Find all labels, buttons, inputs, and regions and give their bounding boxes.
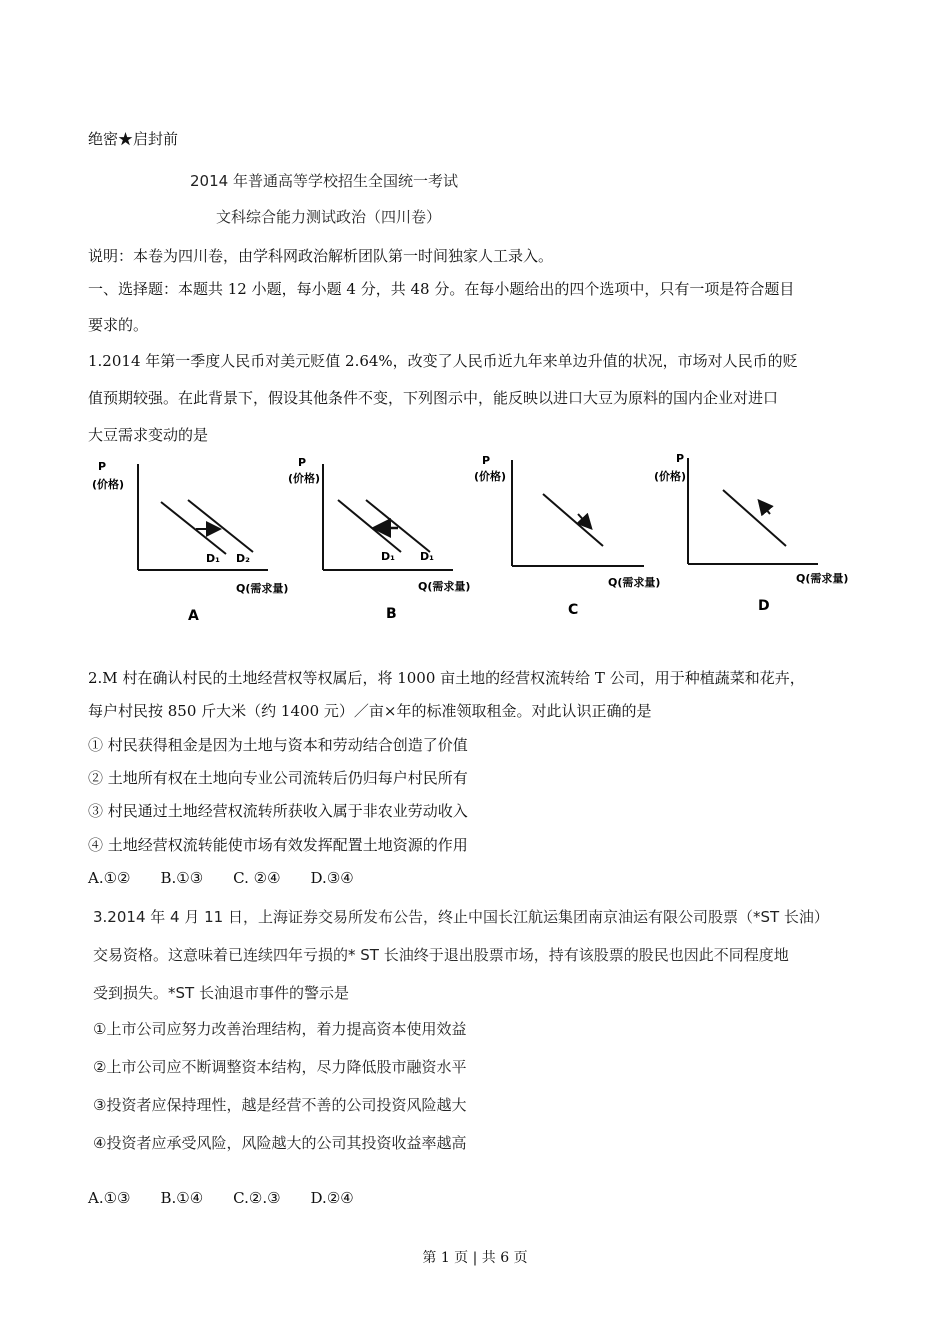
q2-stem: 每户村民按 850 斤大米（约 1400 元）／亩×年的标准领取租金。对此认识正确的是 (88, 702, 652, 720)
graph-b-q-label: Q(需求量) (418, 580, 471, 593)
graph-c-q-label: Q(需求量) (608, 576, 661, 589)
q1-stem: 1.2014 年第一季度人民币对美元贬值 2.64%，改变了人民币近九年来单边升值的状况，市场对人民币的贬 (88, 352, 798, 370)
graph-b-letter: B (386, 606, 397, 622)
q2-answers: A.①② B.①③ C. ②④ D.③④ (88, 869, 354, 887)
exam-title: 2014 年普通高等学校招生全国统一考试 (190, 172, 458, 190)
graph-d-q-label: Q(需求量) (796, 572, 849, 585)
q3-stem: 3.2014 年 4 月 11 日，上海证券交易所发布公告，终止中国长江航运集团南京油运有限公司股票（*ST 长油） (93, 908, 829, 926)
graph-c-price-label: (价格) (474, 470, 507, 483)
graph-b-d1b-label: D₁ (420, 550, 434, 563)
q1-demand-graphs (88, 452, 878, 632)
graph-a-q-label: Q(需求量) (236, 582, 289, 595)
graph-d-letter: D (758, 598, 770, 614)
graph-a-letter: A (188, 608, 199, 624)
q3-answers: A.①③ B.①④ C.②.③ D.②④ (88, 1189, 354, 1207)
graph-b (288, 456, 470, 622)
graph-b-price-label: (价格) (288, 472, 321, 485)
graph-b-p-label: P (298, 456, 307, 469)
section-instruction: 一、选择题：本题共 12 小题，每小题 4 分，共 48 分。在每小题给出的四个选项中，只有一项是符合题目 (88, 280, 795, 298)
q3-option: ④投资者应承受风险，风险越大的公司其投资收益率越高 (93, 1134, 467, 1152)
graph-b-d1-label: D₁ (381, 550, 395, 563)
page-footer: 第 1 页 | 共 6 页 (422, 1250, 528, 1266)
graph-d-price-label: (价格) (654, 470, 687, 483)
graph-a-d1-label: D₁ (206, 552, 220, 565)
q3-option: ②上市公司应不断调整资本结构，尽力降低股市融资水平 (93, 1058, 467, 1076)
graph-a-d2-label: D₂ (236, 552, 250, 565)
graph-a-p-label: P (98, 460, 107, 473)
q2-option: ② 土地所有权在土地向专业公司流转后仍归每户村民所有 (88, 769, 468, 787)
intro-note: 说明：本卷为四川卷，由学科网政治解析团队第一时间独家人工录入。 (88, 247, 554, 265)
q3-stem: 受到损失。*ST 长油退市事件的警示是 (93, 984, 349, 1002)
q2-stem: 2.M 村在确认村民的土地经营权等权属后，将 1000 亩土地的经营权流转给 T 公司，用于种植蔬菜和花卉， (88, 669, 805, 687)
graph-c-p-label: P (482, 454, 491, 467)
section-instruction-cont: 要求的。 (88, 316, 149, 334)
q2-option: ④ 土地经营权流转能使市场有效发挥配置土地资源的作用 (88, 836, 468, 854)
graph-a-price-label: (价格) (92, 478, 125, 491)
q2-option: ③ 村民通过土地经营权流转所获收入属于非农业劳动收入 (88, 802, 468, 820)
q2-option: ① 村民获得租金是因为土地与资本和劳动结合创造了价值 (88, 736, 468, 754)
exam-subtitle: 文科综合能力测试政治（四川卷） (216, 208, 442, 226)
graph-c (474, 454, 660, 618)
graph-d-p-label: P (676, 452, 685, 465)
secret-label: 绝密★启封前 (88, 130, 179, 148)
q3-option: ③投资者应保持理性，越是经营不善的公司投资风险越大 (93, 1096, 467, 1114)
graph-c-letter: C (568, 602, 579, 618)
q3-option: ①上市公司应努力改善治理结构，着力提高资本使用效益 (93, 1020, 467, 1038)
q1-stem: 大豆需求变动的是 (88, 426, 209, 444)
graph-d (654, 452, 848, 614)
graph-a (92, 460, 288, 624)
q1-stem: 值预期较强。在此背景下，假设其他条件不变，下列图示中，能反映以进口大豆为原料的国内企业对进口 (88, 389, 779, 407)
q3-stem: 交易资格。这意味着已连续四年亏损的* ST 长油终于退出股票市场，持有该股票的股民也因此不同程度地 (93, 946, 789, 964)
